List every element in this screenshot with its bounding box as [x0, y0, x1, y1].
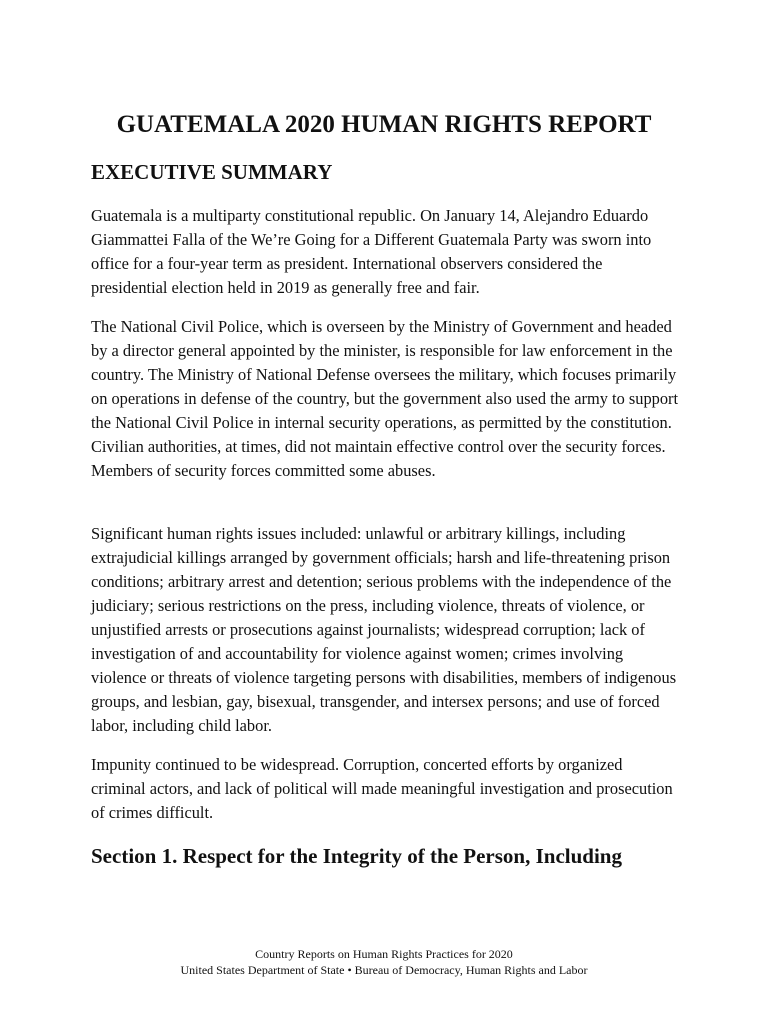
summary-paragraph-human-rights-issues: Significant human rights issues included: unlawful or arbitrary killings, including extrajudicial killings arranged by government officials; harsh and life-threatening prison conditions; arbitrary arrest and detention; serious problems with the independence of the judiciary; serious restrictions on the press, including violence, threats of violence, or unjustified arrests or prosecutions against journalists; widespread corruption; lack of investigation of and accountability for violence against women; crimes involving violence or threats of violence targeting persons with disabilities, members of indigenous groups, and lesbian, gay, bisexual, transgender, and intersex persons; and use of forced labor, including child labor. — [91, 524, 677, 735]
summary-paragraph-government: Guatemala is a multiparty constitutional republic. On January 14, Alejandro Eduardo Giammattei Falla of the We’re Going for a Different Guatemala Party was sworn into office for a four-year term as president. International observers considered the presidential election held in 2019 as generally free and fair. — [91, 206, 652, 297]
summary-paragraph-security-forces: The National Civil Police, which is overseen by the Ministry of Government and headed by a director general appointed by the minister, is responsible for law enforcement in the country. The Ministry of National Defense oversees the military, which focuses primarily on operations in defense of the country, but the government also used the army to support the National Civil Police in internal security operations, as permitted by the constitution. Civilian authorities, at times, did not maintain effective control over the security forces. Members of security forces committed some abuses. — [91, 317, 679, 480]
footer-department: United States Department of State • Bureau of Democracy, Human Rights and Labor — [180, 963, 588, 977]
document-title: GUATEMALA 2020 HUMAN RIGHTS REPORT — [116, 111, 652, 138]
page-footer — [0, 946, 768, 978]
executive-summary-heading: EXECUTIVE SUMMARY — [91, 160, 333, 184]
section-1-heading: Section 1. Respect for the Integrity of the Person, Including — [91, 844, 622, 868]
footer-report-title: Country Reports on Human Rights Practices for 2020 — [255, 947, 513, 961]
summary-paragraph-impunity: Impunity continued to be widespread. Corruption, concerted efforts by organized criminal actors, and lack of political will made meaningful investigation and prosecution of crimes difficult. — [91, 755, 673, 822]
